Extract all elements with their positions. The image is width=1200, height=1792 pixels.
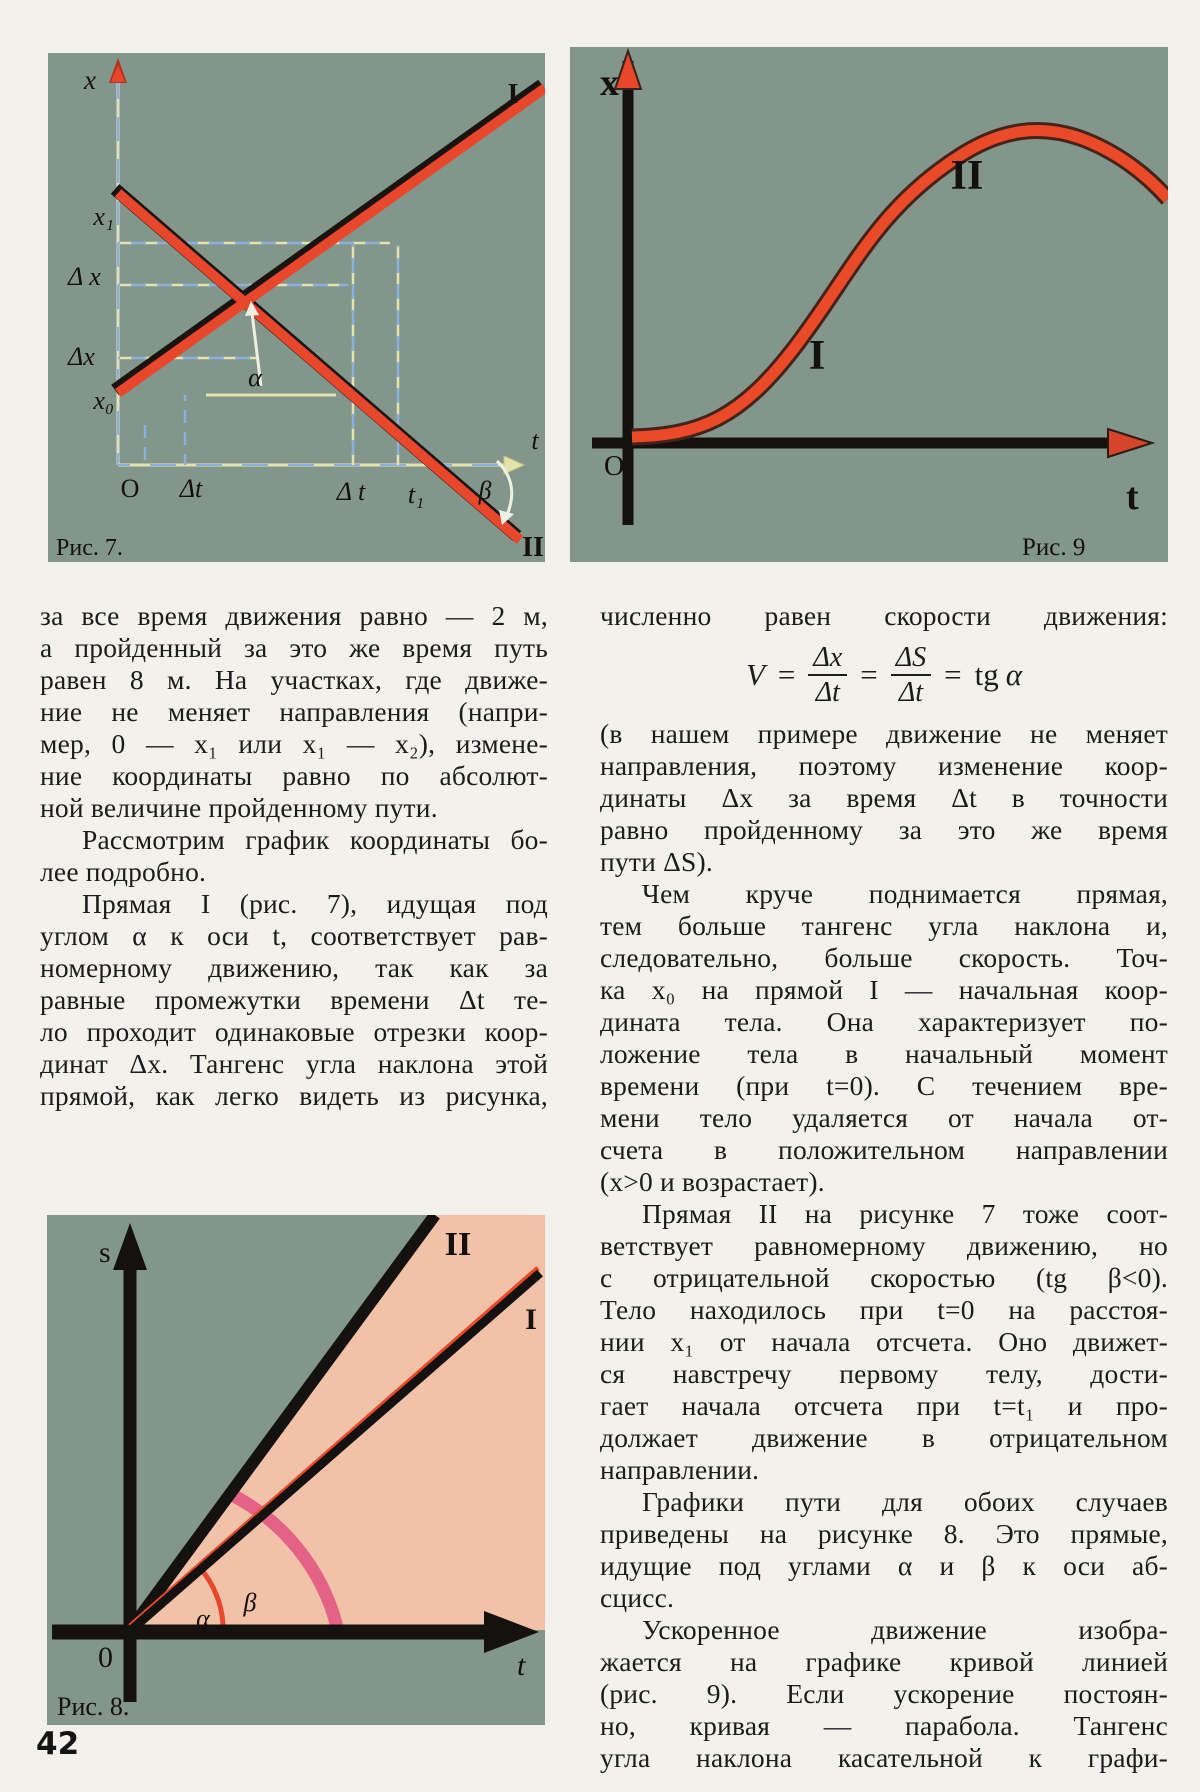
text-line: ние не меняет направления (напри- — [40, 696, 548, 727]
text-line: (x>0 и возрастает). — [600, 1166, 825, 1197]
text-line: идущие под углами α и β к оси аб- — [600, 1550, 1168, 1581]
fig9-t-axis-label: t — [1126, 476, 1139, 518]
fig9-line-ii-label: II — [950, 153, 984, 199]
text-line: мени тело удаляется от начала от- — [600, 1102, 1168, 1133]
formula-equals: = — [860, 657, 878, 692]
text-line: ветствует равномерному движению, но — [600, 1230, 1168, 1261]
text-line: динат Δx. Тангенс угла наклона этой — [40, 1048, 548, 1079]
text-line: (в нашем примере движение не меняет — [600, 718, 1168, 749]
text-line: лее подробно. — [40, 856, 207, 887]
text-line: Рассмотрим график координаты бо- — [82, 824, 548, 855]
figure-8 — [47, 1215, 545, 1725]
text-line: следовательно, больше скорость. Точ- — [600, 942, 1168, 973]
text-line: пути ΔS). — [600, 846, 713, 877]
text-line: жается на графике кривой линией — [600, 1646, 1168, 1677]
text-line: динаты Δx за время Δt в точности — [600, 782, 1168, 813]
fig7-x1-label: x₁ — [93, 202, 114, 231]
text-line: номерному движению, так как за — [40, 952, 548, 983]
fig8-caption: Рис. 8. — [57, 1692, 130, 1721]
text-line: Прямая II на рисунке 7 тоже соот- — [642, 1198, 1168, 1229]
fig8-line-ii-label: II — [444, 1226, 472, 1263]
fig7-t1-label: t₁ — [407, 480, 425, 509]
fig9-line-i-label: I — [808, 333, 826, 379]
text-line: ложение тела в начальный момент — [600, 1038, 1168, 1069]
figure-9-background — [570, 47, 1168, 562]
text-line: (рис. 9). Если ускорение постоян- — [600, 1678, 1168, 1709]
fig8-s-axis-label: s — [99, 1236, 111, 1269]
text-line: нии x₁ от начала отсчета. Оно движет- — [600, 1326, 1168, 1357]
text-line: ло проходит одинаковые отрезки коор- — [40, 1016, 548, 1047]
text-line: численно равен скорости движения: — [600, 600, 1168, 631]
text-line: прямой, как легко видеть из рисунка, — [40, 1080, 548, 1111]
text-line: ной величине пройденному пути. — [40, 792, 438, 823]
text-line: направления, поэтому изменение коор- — [600, 750, 1168, 781]
figure-7 — [48, 53, 545, 562]
text-line: Ускоренное движение изобра- — [642, 1614, 1168, 1645]
text-line: за все время движения равно — 2 м, — [40, 600, 548, 631]
text-line: но, кривая — парабола. Тангенс — [600, 1710, 1168, 1741]
page-number: 42 — [36, 1726, 80, 1762]
fig7-alpha-label: α — [248, 363, 262, 392]
fig7-x0-label: x₀ — [93, 386, 114, 415]
fig7-t-axis-label: t — [531, 426, 539, 455]
fig8-t-axis-label: t — [517, 1649, 526, 1682]
figure-9 — [570, 47, 1168, 562]
fig7-caption: Рис. 7. — [56, 535, 123, 561]
velocity-formula — [600, 632, 1168, 718]
fig8-origin-label: 0 — [98, 1641, 113, 1674]
text-line: Прямая I (рис. 7), идущая под — [82, 888, 548, 919]
formula-tg: tg — [974, 657, 999, 692]
fig7-origin-label: O — [120, 474, 140, 503]
fig7-dt-second-label: Δ t — [336, 477, 366, 506]
formula-lhs: V — [745, 657, 765, 692]
text-line: должает движение в отрицательном — [600, 1422, 1168, 1453]
left-text-column — [40, 600, 548, 1112]
fig7-dx-upper-label: Δ x — [68, 262, 101, 291]
fig8-alpha-label: α — [196, 1604, 210, 1633]
text-line: равно пройденному за это же время — [600, 814, 1168, 845]
text-line: сцисс. — [600, 1582, 675, 1613]
text-line: приведены на рисунке 8. Это прямые, — [600, 1518, 1168, 1549]
formula-fraction-dx-dt: $\frac{\Delta x}{\Delta t}$ — [808, 642, 847, 709]
text-line: направлении. — [600, 1454, 760, 1485]
text-line: Графики пути для обоих случаев — [642, 1486, 1168, 1517]
text-line: гает начала отсчета при t=t₁ и про- — [600, 1390, 1168, 1421]
text-line: дината тела. Она характеризует по- — [600, 1006, 1168, 1037]
text-line: с отрицательной скоростью (tg β<0). — [600, 1262, 1168, 1293]
text-line: равен 8 м. На участках, где движе- — [40, 664, 548, 695]
text-line: ка x₀ на прямой I — начальная коор- — [600, 974, 1168, 1005]
text-line: ся навстречу первому телу, дости- — [600, 1358, 1168, 1389]
text-line: угла наклона касательной к графи- — [600, 1742, 1168, 1773]
fig8-line-i-label: I — [525, 1303, 537, 1336]
text-line: тем больше тангенс угла наклона и, — [600, 910, 1168, 941]
text-line: равные промежутки времени Δt те- — [40, 984, 548, 1015]
text-line: времени (при t=0). С течением вре- — [600, 1070, 1168, 1101]
fig8-beta-label: β — [243, 1588, 257, 1617]
right-text-column — [600, 600, 1168, 1774]
text-line: Чем круче поднимается прямая, — [642, 878, 1168, 909]
fig9-x-axis-label: x — [600, 62, 619, 104]
text-line: мер, 0 — x₁ или x₁ — x₂), измене- — [40, 728, 548, 759]
text-line: Тело находилось при t=0 на расстоя- — [600, 1294, 1168, 1325]
fig7-line-i-label: I — [507, 79, 519, 110]
fig7-x-axis-label: x — [84, 65, 96, 95]
text-line: углом α к оси t, соответствует рав- — [40, 920, 548, 951]
right-column-paragraphs — [600, 718, 1168, 1774]
formula-fraction-ds-dt: $\frac{\Delta S}{\Delta t}$ — [891, 642, 931, 709]
text-line: а пройденный за это же время путь — [40, 632, 548, 663]
fig7-dt-first-label: Δt — [179, 474, 203, 503]
fig9-caption: Рис. 9 — [1022, 534, 1086, 561]
fig9-origin-label: O — [604, 451, 625, 482]
fig7-beta-label: β — [478, 476, 492, 505]
formula-alpha: α — [1005, 657, 1023, 692]
fig7-line-ii-label: II — [522, 532, 544, 562]
formula-equals: = — [944, 657, 962, 692]
formula-equals: = — [777, 657, 796, 692]
text-line: ние координаты равно по абсолют- — [40, 760, 548, 791]
fig7-dx-lower-label: Δx — [68, 342, 95, 371]
text-line: счета в положительном направлении — [600, 1134, 1168, 1165]
